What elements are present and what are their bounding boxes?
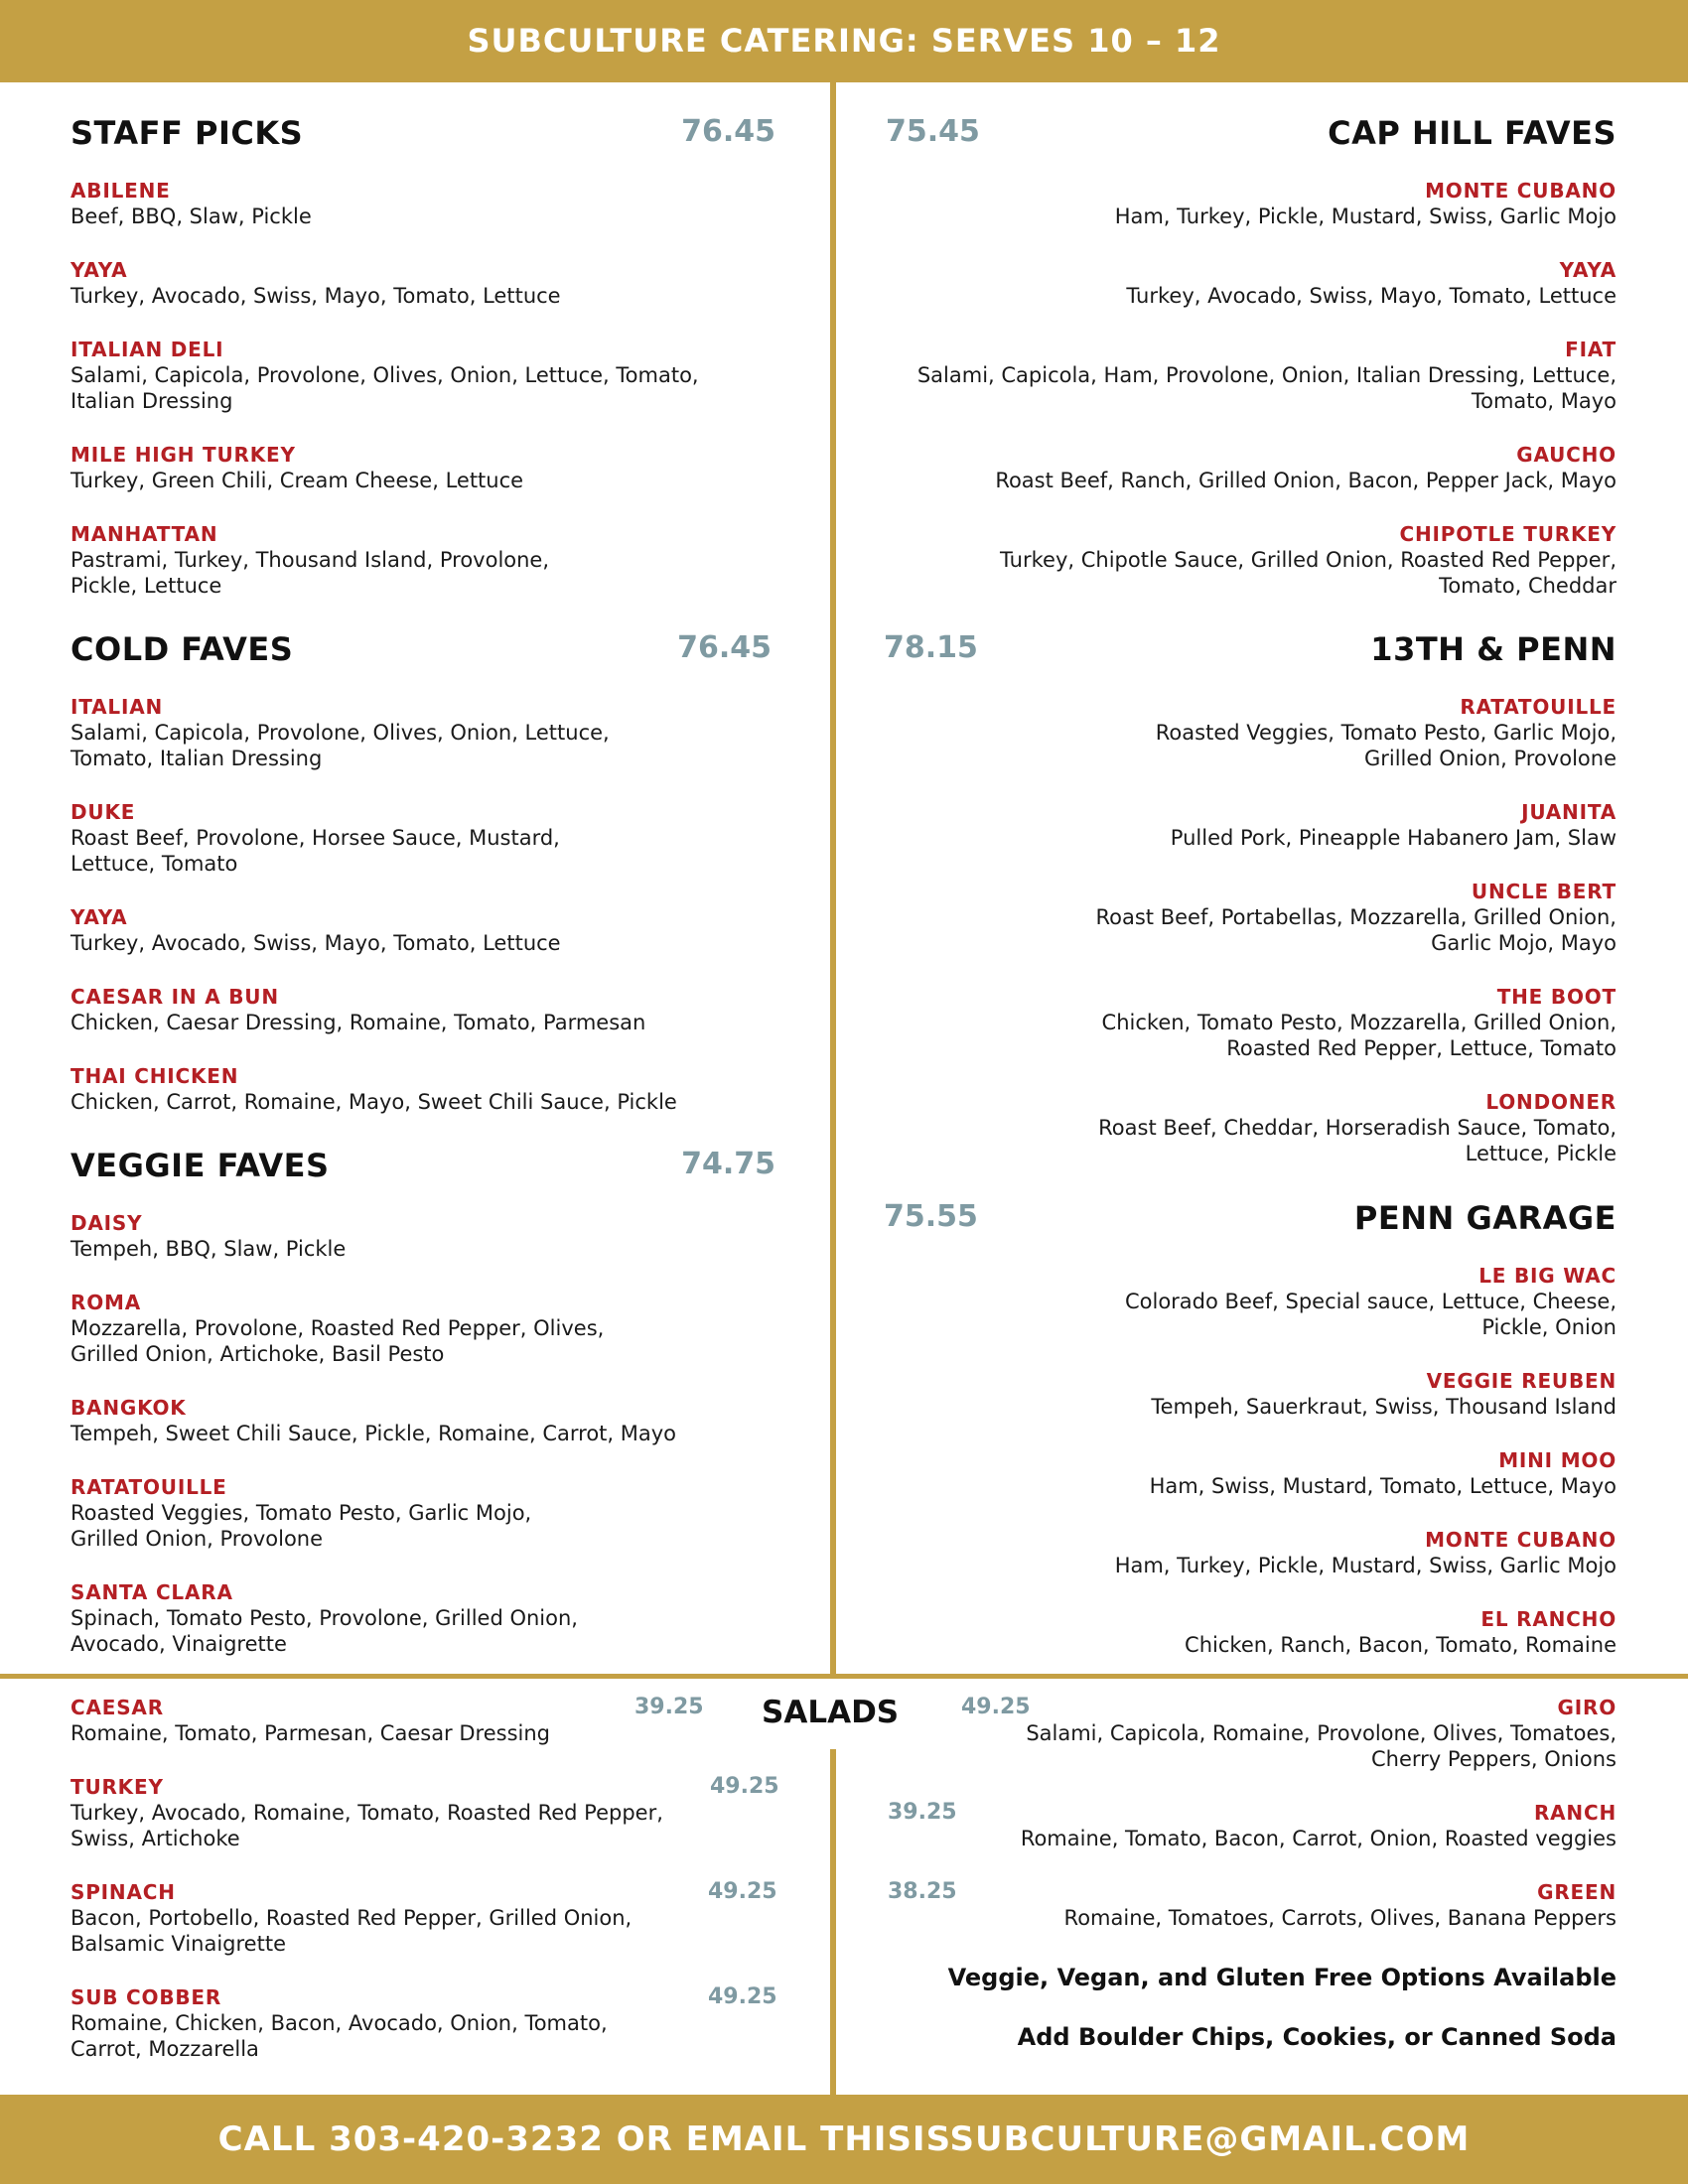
section-price-veggie-faves: 74.75 [681, 1147, 775, 1181]
column-divider-top [830, 82, 836, 1674]
item-desc: Avocado, Vinaigrette [70, 1632, 287, 1656]
item-name: FIAT [1565, 338, 1617, 361]
salad-item [1026, 1695, 1617, 1772]
item-name: DAISY [70, 1211, 143, 1235]
menu-item [1115, 1527, 1617, 1578]
item-desc: Chicken, Carrot, Romaine, Mayo, Sweet Chili Sauce, Pickle [70, 1090, 677, 1114]
menu-item [70, 442, 523, 493]
section-price-penn-garage: 75.55 [884, 1199, 978, 1234]
menu-item [1171, 799, 1617, 851]
item-desc: Ham, Swiss, Mustard, Tomato, Lettuce, Mayo [1149, 1474, 1617, 1498]
column-divider-bottom [830, 1749, 836, 2095]
section-title-13th-penn: 13TH & PENN [1370, 630, 1617, 668]
section-title-cold-faves: COLD FAVES [70, 630, 294, 668]
section-price-13th-penn: 78.15 [884, 630, 978, 665]
salad-item [70, 1774, 663, 1851]
menu-item [70, 904, 561, 956]
item-desc: Pulled Pork, Pineapple Habanero Jam, Slaw [1170, 826, 1617, 850]
item-desc: Lettuce, Tomato [70, 852, 238, 876]
item-desc: Turkey, Green Chili, Cream Cheese, Lettuce [70, 469, 524, 492]
menu-item [70, 984, 645, 1035]
item-desc: Roasted Red Pepper, Lettuce, Tomato [1226, 1036, 1617, 1060]
menu-item [1000, 521, 1617, 599]
item-name: CAESAR [70, 1696, 164, 1719]
menu-item [1185, 1606, 1617, 1658]
menu-item [1115, 178, 1617, 229]
item-name: GREEN [1537, 1880, 1617, 1904]
item-desc: Pickle, Onion [1481, 1315, 1617, 1339]
item-name: ABILENE [70, 179, 171, 203]
item-name: MONTE CUBANO [1425, 179, 1617, 203]
page-title: SUBCULTURE CATERING: SERVES 10 – 12 [467, 22, 1221, 60]
item-name: ITALIAN [70, 695, 164, 719]
item-desc: Roast Beef, Portabellas, Mozzarella, Grilled Onion, [1095, 905, 1617, 929]
item-desc: Romaine, Tomato, Bacon, Carrot, Onion, Roasted veggies [1020, 1827, 1617, 1850]
item-desc: Beef, BBQ, Slaw, Pickle [70, 205, 312, 228]
menu-item [70, 178, 312, 229]
item-desc: Tomato, Mayo [1471, 389, 1617, 413]
item-desc: Grilled Onion, Artichoke, Basil Pesto [70, 1342, 445, 1366]
salad-price: 38.25 [888, 1879, 957, 1904]
left-column [70, 0, 775, 1678]
section-title-cap-hill-faves: CAP HILL FAVES [1328, 114, 1617, 152]
item-name: RANCH [1533, 1801, 1617, 1825]
item-desc: Turkey, Chipotle Sauce, Grilled Onion, Roasted Red Pepper, [1000, 548, 1617, 572]
item-name: MINI MOO [1498, 1448, 1617, 1472]
item-name: SANTA CLARA [70, 1580, 233, 1604]
menu-item [70, 521, 549, 599]
section-title-penn-garage: PENN GARAGE [1353, 1199, 1617, 1237]
menu-item [917, 337, 1617, 414]
salads-left [70, 1678, 779, 2095]
item-desc: Lettuce, Pickle [1465, 1142, 1617, 1165]
menu-item [1125, 1263, 1617, 1340]
salad-price: 39.25 [888, 1800, 957, 1825]
item-desc: Turkey, Avocado, Swiss, Mayo, Tomato, Lettuce [70, 284, 561, 308]
item-name: RATATOUILLE [70, 1475, 227, 1499]
item-desc: Salami, Capicola, Provolone, Olives, Onion, Lettuce, Tomato, [70, 363, 699, 387]
section-title-salads: SALADS [762, 1695, 900, 1730]
menu-item [70, 257, 561, 309]
section-price-cold-faves: 76.45 [677, 630, 772, 665]
item-desc: Chicken, Tomato Pesto, Mozzarella, Grilled Onion, [1101, 1011, 1617, 1034]
item-name: SUB COBBER [70, 1985, 222, 2009]
item-name: VEGGIE REUBEN [1426, 1369, 1617, 1393]
menu-item [1151, 1368, 1617, 1420]
item-desc: Turkey, Avocado, Romaine, Tomato, Roasted Red Pepper, [70, 1801, 663, 1825]
item-desc: Roasted Veggies, Tomato Pesto, Garlic Mojo, [1155, 721, 1617, 745]
salad-price: 39.25 [634, 1695, 704, 1719]
item-name: LONDONER [1485, 1090, 1617, 1114]
menu-item [70, 1474, 531, 1552]
section-price-staff-picks: 76.45 [681, 114, 775, 149]
menu-item [70, 1395, 676, 1446]
addons-note: Add Boulder Chips, Cookies, or Canned Soda [1017, 2023, 1617, 2051]
item-desc: Romaine, Tomato, Parmesan, Caesar Dressing [70, 1721, 550, 1745]
item-name: ITALIAN DELI [70, 338, 224, 361]
item-desc: Grilled Onion, Provolone [1363, 747, 1617, 770]
item-name: GIRO [1557, 1696, 1617, 1719]
salad-item [70, 1695, 550, 1746]
salad-item [1064, 1879, 1617, 1931]
item-name: GAUCHO [1516, 443, 1617, 467]
item-desc: Cherry Peppers, Onions [1370, 1747, 1617, 1771]
salad-item [70, 1879, 632, 1957]
item-name: THAI CHICKEN [70, 1064, 239, 1088]
item-desc: Italian Dressing [70, 389, 233, 413]
item-desc: Turkey, Avocado, Swiss, Mayo, Tomato, Lettuce [70, 931, 561, 955]
dietary-options-note: Veggie, Vegan, and Gluten Free Options Available [947, 1964, 1617, 1991]
item-desc: Romaine, Chicken, Bacon, Avocado, Onion, Tomato, [70, 2011, 608, 2035]
item-desc: Bacon, Portobello, Roasted Red Pepper, Grilled Onion, [70, 1906, 633, 1930]
item-name: MONTE CUBANO [1425, 1528, 1617, 1552]
item-desc: Tomato, Italian Dressing [70, 747, 323, 770]
item-name: YAYA [70, 258, 128, 282]
item-desc: Ham, Turkey, Pickle, Mustard, Swiss, Garlic Mojo [1114, 205, 1617, 228]
item-desc: Tomato, Cheddar [1439, 574, 1617, 598]
item-name: JUANITA [1521, 800, 1617, 824]
item-desc: Chicken, Ranch, Bacon, Tomato, Romaine [1185, 1633, 1617, 1657]
item-name: MANHATTAN [70, 522, 218, 546]
item-desc: Roast Beef, Ranch, Grilled Onion, Bacon, Pepper Jack, Mayo [995, 469, 1617, 492]
section-title-veggie-faves: VEGGIE FAVES [70, 1147, 330, 1184]
item-desc: Colorado Beef, Special sauce, Lettuce, Cheese, [1124, 1290, 1617, 1313]
menu-item [1150, 1447, 1617, 1499]
menu-item [1098, 1089, 1617, 1166]
item-desc: Roasted Veggies, Tomato Pesto, Garlic Mojo, [70, 1501, 532, 1525]
menu-item [70, 1210, 346, 1262]
menu-item [1096, 879, 1618, 956]
salad-price: 49.25 [708, 1879, 777, 1904]
item-name: RATATOUILLE [1460, 695, 1617, 719]
menu-item [70, 694, 610, 771]
item-desc: Chicken, Caesar Dressing, Romaine, Tomato, Parmesan [70, 1011, 646, 1034]
item-name: BANGKOK [70, 1396, 187, 1420]
item-desc: Tempeh, Sauerkraut, Swiss, Thousand Island [1151, 1395, 1617, 1419]
salad-item [1021, 1800, 1617, 1851]
salad-price: 49.25 [708, 1984, 777, 2009]
item-desc: Swiss, Artichoke [70, 1827, 240, 1850]
item-name: ROMA [70, 1291, 141, 1314]
item-name: YAYA [1559, 258, 1617, 282]
item-desc: Pastrami, Turkey, Thousand Island, Provolone, [70, 548, 550, 572]
item-name: MILE HIGH TURKEY [70, 443, 296, 467]
item-desc: Balsamic Vinaigrette [70, 1932, 286, 1956]
item-desc: Carrot, Mozzarella [70, 2037, 259, 2061]
item-name: YAYA [70, 905, 128, 929]
menu-item [1102, 984, 1617, 1061]
item-name: DUKE [70, 800, 136, 824]
footer-band [0, 2095, 1688, 2184]
item-name: THE BOOT [1496, 985, 1617, 1009]
item-desc: Garlic Mojo, Mayo [1431, 931, 1617, 955]
menu-item [70, 799, 560, 877]
item-desc: Romaine, Tomatoes, Carrots, Olives, Banana Peppers [1063, 1906, 1617, 1930]
item-desc: Tempeh, Sweet Chili Sauce, Pickle, Romaine, Carrot, Mayo [70, 1422, 677, 1445]
salad-price: 49.25 [710, 1774, 779, 1799]
item-desc: Pickle, Lettuce [70, 574, 222, 598]
section-title-staff-picks: STAFF PICKS [70, 114, 304, 152]
menu-item [70, 1579, 578, 1657]
menu-item [995, 442, 1617, 493]
item-desc: Tempeh, BBQ, Slaw, Pickle [70, 1237, 347, 1261]
item-name: TURKEY [70, 1775, 164, 1799]
item-desc: Grilled Onion, Provolone [70, 1527, 324, 1551]
item-name: LE BIG WAC [1478, 1264, 1617, 1288]
right-column [884, 0, 1617, 1678]
menu-item [70, 1290, 604, 1367]
salad-price: 49.25 [961, 1695, 1031, 1719]
item-desc: Salami, Capicola, Ham, Provolone, Onion, Italian Dressing, Lettuce, [916, 363, 1617, 387]
item-name: SPINACH [70, 1880, 176, 1904]
item-desc: Spinach, Tomato Pesto, Provolone, Grilled Onion, [70, 1606, 578, 1630]
salad-item [70, 1984, 608, 2062]
item-desc: Mozzarella, Provolone, Roasted Red Pepper, Olives, [70, 1316, 605, 1340]
item-name: CAESAR IN A BUN [70, 985, 279, 1009]
contact-info: CALL 303-420-3232 OR EMAIL THISISSUBCULTURE@GMAIL.COM [217, 2119, 1471, 2159]
item-desc: Roast Beef, Provolone, Horsee Sauce, Mustard, [70, 826, 560, 850]
menu-item [70, 337, 699, 414]
item-desc: Roast Beef, Cheddar, Horseradish Sauce, Tomato, [1098, 1116, 1617, 1140]
item-name: EL RANCHO [1480, 1607, 1617, 1631]
section-price-cap-hill-faves: 75.45 [886, 114, 980, 149]
item-desc: Turkey, Avocado, Swiss, Mayo, Tomato, Lettuce [1126, 284, 1617, 308]
menu-item [1156, 694, 1617, 771]
item-name: CHIPOTLE TURKEY [1399, 522, 1617, 546]
item-desc: Salami, Capicola, Romaine, Provolone, Olives, Tomatoes, [1026, 1721, 1617, 1745]
item-desc: Salami, Capicola, Provolone, Olives, Onion, Lettuce, [70, 721, 610, 745]
menu-item [1126, 257, 1617, 309]
item-desc: Ham, Turkey, Pickle, Mustard, Swiss, Garlic Mojo [1114, 1554, 1617, 1577]
menu-item [70, 1063, 677, 1115]
item-name: UNCLE BERT [1471, 880, 1617, 903]
